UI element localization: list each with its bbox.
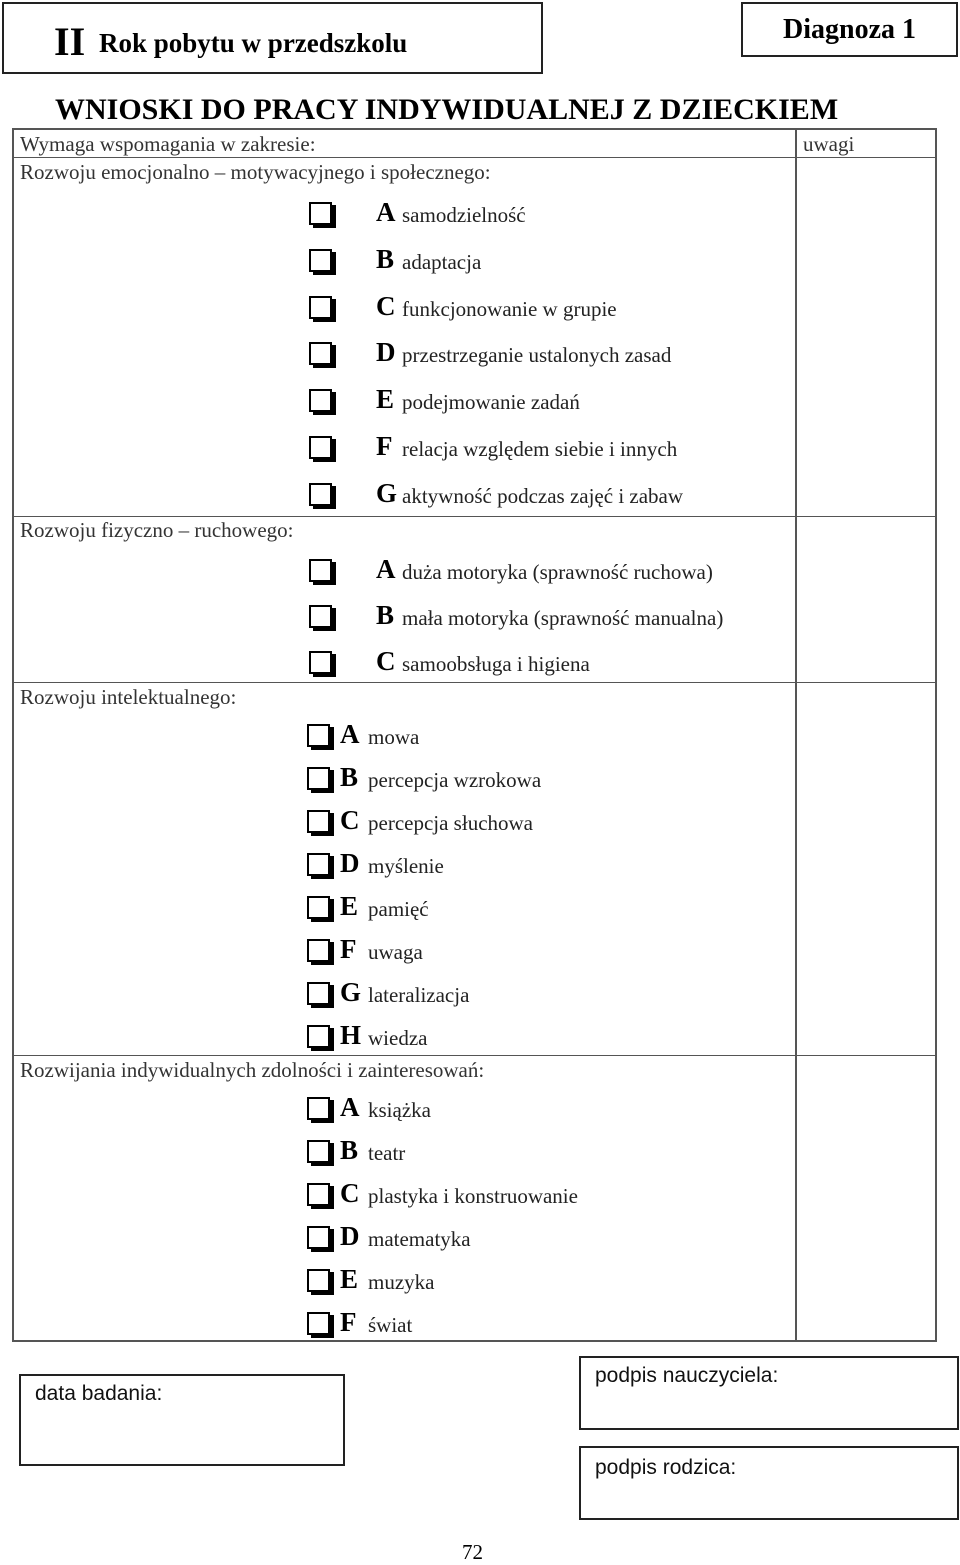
item-label: aktywność podczas zajęć i zabaw bbox=[402, 484, 684, 508]
title-roman-numeral: II bbox=[54, 19, 86, 64]
item-label: podejmowanie zadań bbox=[402, 390, 580, 414]
item-label: książka bbox=[368, 1098, 431, 1122]
item-label: pamięć bbox=[368, 897, 429, 921]
item-letter: C bbox=[376, 646, 396, 676]
item-letter: A bbox=[340, 719, 360, 749]
item-label: adaptacja bbox=[402, 250, 482, 274]
item-letter: A bbox=[340, 1092, 360, 1122]
item-letter: C bbox=[376, 291, 396, 321]
table-border-left bbox=[12, 128, 14, 1342]
table-header-divider bbox=[12, 157, 937, 158]
item-label: myślenie bbox=[368, 854, 444, 878]
table-border-top bbox=[12, 128, 937, 130]
checkbox-emotional-e[interactable] bbox=[308, 389, 330, 411]
item-letter: C bbox=[340, 1178, 360, 1208]
row-divider-physical bbox=[12, 682, 937, 683]
date-label: data badania: bbox=[35, 1382, 163, 1405]
item-label: uwaga bbox=[368, 940, 423, 964]
checkbox-emotional-a[interactable] bbox=[308, 202, 330, 224]
table-intro-label: Wymaga wspomagania w zakresie: bbox=[20, 132, 316, 156]
parent-signature-box[interactable] bbox=[579, 1446, 959, 1520]
item-letter: D bbox=[376, 337, 396, 367]
section-heading: WNIOSKI DO PRACY INDYWIDUALNEJ Z DZIECKIEM bbox=[55, 93, 839, 126]
item-letter: B bbox=[376, 600, 395, 630]
item-label: funkcjonowanie w grupie bbox=[402, 297, 617, 321]
item-label: lateralizacja bbox=[368, 983, 470, 1007]
title-box bbox=[2, 2, 543, 74]
item-letter: B bbox=[340, 1135, 359, 1165]
item-letter: F bbox=[340, 1307, 357, 1337]
checkbox-emotional-f[interactable] bbox=[308, 436, 330, 458]
section-label-physical: Rozwoju fizyczno – ruchowego: bbox=[20, 518, 294, 542]
item-letter: B bbox=[340, 762, 359, 792]
item-letter: E bbox=[340, 1264, 359, 1294]
checkbox-interests-a[interactable] bbox=[306, 1097, 328, 1119]
checkbox-intellectual-a[interactable] bbox=[306, 724, 328, 746]
row-divider-intellectual bbox=[12, 1055, 937, 1056]
item-label: mowa bbox=[368, 725, 420, 749]
diagnosis-box bbox=[741, 2, 958, 57]
checkbox-interests-d[interactable] bbox=[306, 1226, 328, 1248]
section-label-interests: Rozwijania indywidualnych zdolności i zainteresowań: bbox=[20, 1058, 485, 1082]
item-label: przestrzeganie ustalonych zasad bbox=[402, 343, 672, 367]
item-label: wiedza bbox=[368, 1026, 428, 1050]
checkbox-interests-e[interactable] bbox=[306, 1269, 328, 1291]
section-label-emotional: Rozwoju emocjonalno – motywacyjnego i społecznego: bbox=[20, 160, 491, 184]
checkbox-interests-b[interactable] bbox=[306, 1140, 328, 1162]
item-letter: E bbox=[376, 384, 395, 414]
item-label: plastyka i konstruowanie bbox=[368, 1184, 578, 1208]
item-letter: D bbox=[340, 1221, 360, 1251]
item-label: świat bbox=[368, 1313, 413, 1337]
checkbox-interests-c[interactable] bbox=[306, 1183, 328, 1205]
diagnosis-label: Diagnoza 1 bbox=[783, 14, 916, 45]
item-label: samodzielność bbox=[402, 203, 526, 227]
checkbox-intellectual-d[interactable] bbox=[306, 853, 328, 875]
checkbox-emotional-c[interactable] bbox=[308, 296, 330, 318]
row-divider-emotional bbox=[12, 516, 937, 517]
page-number: 72 bbox=[462, 1540, 483, 1564]
item-letter: A bbox=[376, 554, 396, 584]
checkbox-emotional-d[interactable] bbox=[308, 342, 330, 364]
checkbox-physical-a[interactable] bbox=[308, 559, 330, 581]
teacher-signature-label: podpis nauczyciela: bbox=[595, 1364, 779, 1387]
checkbox-emotional-g[interactable] bbox=[308, 483, 330, 505]
checkbox-intellectual-f[interactable] bbox=[306, 939, 328, 961]
checkbox-intellectual-e[interactable] bbox=[306, 896, 328, 918]
item-label: muzyka bbox=[368, 1270, 435, 1294]
item-letter: G bbox=[376, 478, 398, 508]
item-label: samoobsługa i higiena bbox=[402, 652, 590, 676]
parent-signature-label: podpis rodzica: bbox=[595, 1456, 737, 1479]
checkbox-intellectual-b[interactable] bbox=[306, 767, 328, 789]
date-box[interactable] bbox=[19, 1374, 345, 1466]
item-label: percepcja słuchowa bbox=[368, 811, 533, 835]
item-letter: H bbox=[340, 1020, 362, 1050]
item-letter: A bbox=[376, 197, 396, 227]
remarks-column-header: uwagi bbox=[803, 132, 855, 156]
item-label: mała motoryka (sprawność manualna) bbox=[402, 606, 724, 630]
item-letter: F bbox=[340, 934, 357, 964]
item-letter: D bbox=[340, 848, 360, 878]
item-label: percepcja wzrokowa bbox=[368, 768, 542, 792]
item-label: teatr bbox=[368, 1141, 406, 1165]
remarks-column-divider bbox=[795, 128, 797, 1342]
item-letter: B bbox=[376, 244, 395, 274]
item-label: relacja względem siebie i innych bbox=[402, 437, 678, 461]
item-letter: C bbox=[340, 805, 360, 835]
checkbox-intellectual-h[interactable] bbox=[306, 1025, 328, 1047]
checkbox-intellectual-c[interactable] bbox=[306, 810, 328, 832]
teacher-signature-box[interactable] bbox=[579, 1356, 959, 1430]
item-letter: F bbox=[376, 431, 393, 461]
checkbox-interests-f[interactable] bbox=[306, 1312, 328, 1334]
page-title: Rok pobytu w przedszkolu bbox=[99, 28, 408, 58]
checkbox-emotional-b[interactable] bbox=[308, 249, 330, 271]
item-letter: E bbox=[340, 891, 359, 921]
table-border-bottom bbox=[12, 1340, 937, 1342]
checkbox-intellectual-g[interactable] bbox=[306, 982, 328, 1004]
section-label-intellectual: Rozwoju intelektualnego: bbox=[20, 685, 237, 709]
checkbox-physical-b[interactable] bbox=[308, 605, 330, 627]
item-letter: G bbox=[340, 977, 362, 1007]
table-border-right bbox=[935, 128, 937, 1342]
checkbox-physical-c[interactable] bbox=[308, 651, 330, 673]
item-label: duża motoryka (sprawność ruchowa) bbox=[402, 560, 713, 584]
item-label: matematyka bbox=[368, 1227, 471, 1251]
